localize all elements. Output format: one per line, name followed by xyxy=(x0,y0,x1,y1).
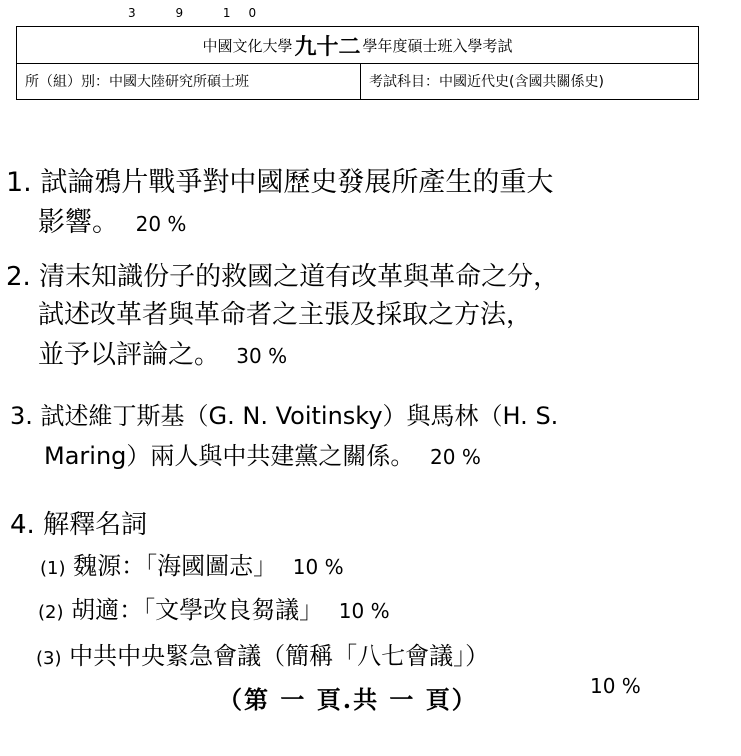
term-text: 魏源：「海國圖志」 xyxy=(73,552,278,580)
exam-title xyxy=(17,27,698,64)
title-year: 九十二 xyxy=(294,34,361,60)
term-text: 中共中央緊急會議（簡稱「八七會議」） xyxy=(69,642,490,670)
question-line: 清末知識份子的救國之道有改革與革命之分， xyxy=(39,262,560,292)
question-line: 試述改革者與革命者之主張及採取之方法， xyxy=(38,300,533,330)
question-line: 影響。 xyxy=(38,207,119,238)
question-percent: 20 % xyxy=(135,212,187,236)
scan-fragment: 3 9 10 xyxy=(128,6,275,20)
question-title: 解釋名詞 xyxy=(43,510,148,540)
exam-header xyxy=(16,26,699,100)
question-line: 試述維丁斯基（G. N. Voitinsky）與馬林（H. S. xyxy=(40,402,559,430)
question-number: 2. xyxy=(6,262,31,292)
term-label: (1) xyxy=(40,558,66,579)
term-label: (3) xyxy=(36,648,62,669)
term-percent: 10 % xyxy=(292,555,344,579)
term-label: (2) xyxy=(38,602,64,623)
question-number: 1. xyxy=(6,167,32,198)
page-number: （第 一 頁.共 一 頁） xyxy=(218,685,478,714)
question-number: 4. xyxy=(10,510,35,540)
question-line: Maring）兩人與中共建黨之關係。 xyxy=(44,442,415,470)
question-line: 並予以評論之。 xyxy=(38,340,221,370)
question-percent: 20 % xyxy=(430,445,481,469)
exam-info-row xyxy=(17,63,698,99)
question-line: 試論鴉片戰爭對中國歷史發展所產生的重大 xyxy=(40,167,554,198)
subject-cell: 考試科目：中國近代史(含國共關係史) xyxy=(369,74,604,90)
department-cell: 所（組）別：中國大陸研究所碩士班 xyxy=(17,63,361,99)
title-prefix: 中國文化大學 xyxy=(202,36,293,55)
title-suffix: 學年度碩士班入學考試 xyxy=(362,36,513,55)
question-number: 3. xyxy=(10,402,33,430)
term-percent: 10 % xyxy=(590,674,641,698)
term-percent: 10 % xyxy=(338,599,390,623)
term-text: 胡適：「文學改良芻議」 xyxy=(71,596,324,624)
question-percent: 30 % xyxy=(236,344,288,368)
